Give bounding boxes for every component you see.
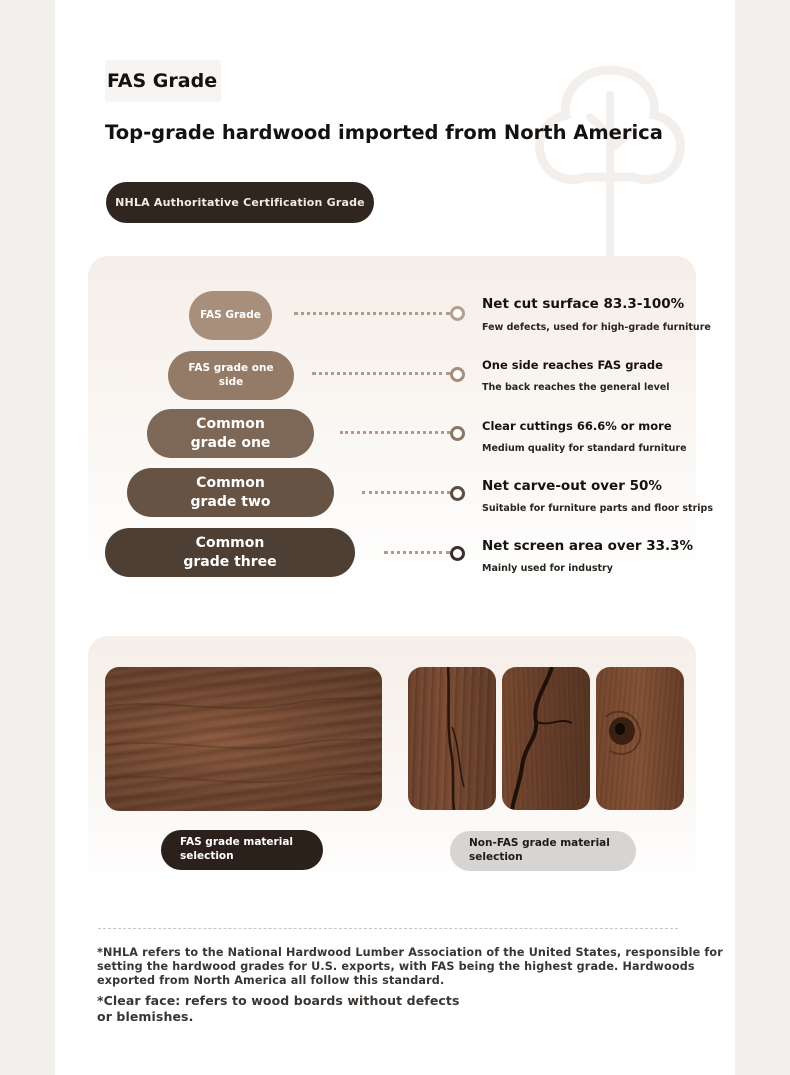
non-fas-material-text: Non-FAS grade material selection [469,837,610,863]
divider [98,928,678,929]
grade-subtitle: Medium quality for standard furniture [482,443,687,454]
grade-pill-label: FAS Grade [200,308,261,321]
fas-material-label [161,830,323,870]
grade-pill-common-two [127,468,334,517]
grade-subtitle: Few defects, used for high-grade furniture [482,322,711,333]
grade-title: Net screen area over 33.3% [482,538,694,554]
certification-badge [106,182,374,223]
non-fas-material-label [450,831,636,871]
grade-subtitle: Suitable for furniture parts and floor strips [482,503,713,514]
grade-subtitle: Mainly used for industry [482,563,613,574]
grade-marker-icon [450,367,465,382]
grade-title: Net cut surface 83.3-100% [482,296,685,312]
grade-pill-label: Common grade three [183,535,277,570]
page-title: FAS Grade [107,70,218,92]
grade-title: One side reaches FAS grade [482,358,663,372]
grade-title: Net carve-out over 50% [482,478,662,494]
nhla-footnote: *NHLA refers to the National Hardwood Lumber Association of the United States, responsible for setting the hardwood grades for U.S. exports, with FAS being the highest grade. Hardwoods exported from North America all follow this standard. [97,946,723,987]
grade-marker-icon [450,426,465,441]
clear-face-footnote: *Clear face: refers to wood boards without defects or blemishes. [97,993,460,1024]
connector-dots [384,551,450,554]
page-title-badge [105,60,221,102]
grade-marker-icon [450,546,465,561]
non-fas-wood-crack-image [408,667,496,810]
grade-pill-common-three [105,528,355,577]
tree-watermark-icon [520,55,700,265]
grade-marker-icon [450,306,465,321]
non-fas-wood-split-image [502,667,590,810]
non-fas-wood-knot-image [596,667,684,810]
connector-dots [362,491,450,494]
grade-pill-common-one [147,409,314,458]
fas-wood-image [105,667,382,811]
grade-pill-fas-one-side [168,351,294,400]
certification-label: NHLA Authoritative Certification Grade [115,196,365,209]
grade-pill-fas [189,291,272,340]
grade-marker-icon [450,486,465,501]
page-subtitle: Top-grade hardwood imported from North America [105,121,663,144]
grade-pill-label: FAS grade one side [188,361,274,388]
connector-dots [312,372,450,375]
grade-title: Clear cuttings 66.6% or more [482,419,672,433]
connector-dots [294,312,450,315]
connector-dots [340,431,450,434]
grade-subtitle: The back reaches the general level [482,382,670,393]
grade-pill-label: Common grade two [190,475,271,510]
fas-material-text: FAS grade material selection [180,836,294,862]
grade-pill-label: Common grade one [190,416,271,451]
